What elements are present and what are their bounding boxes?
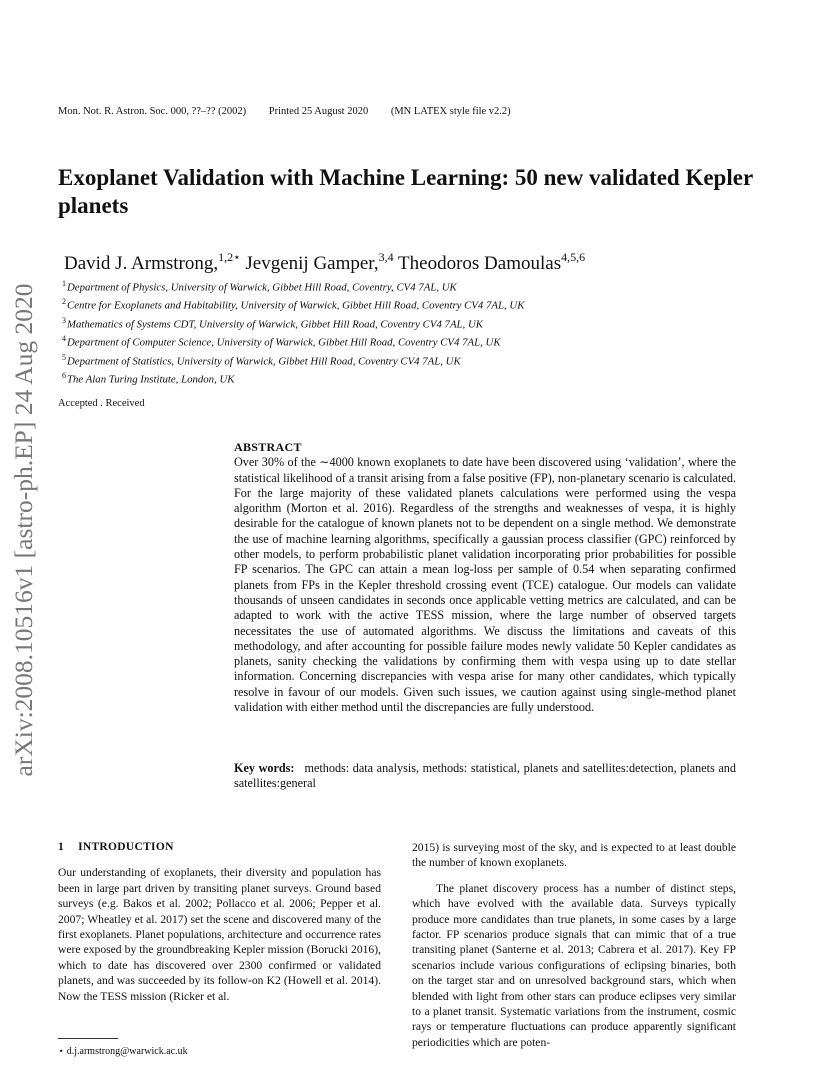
affiliation: $^1$Department of Physics, University of Warwick, Gibbet Hill Road, Coventry, CV4 7AL, UK [62, 279, 457, 294]
intro-paragraph: Our understanding of exoplanets, their diversity and population has been in large part driven by transiting planet surveys. Ground based surveys (e.g. Bakos et al. 2002; Pollacco et al. 2006; Pepper et al. 2007; Wheatley et al. 2017) set the scene and discovered many of the first exoplanets. Planet populations, architecture and occurrence rates were exposed by the groundbreaking Kepler mission (Borucki 2016), which to date has discovered over 2300 confirmed or validated planets, and was succeeded by its follow-on K2 (Howell et al. 2014). Now the TESS mission (Ricker et al. [58, 866, 381, 1003]
author-name: Theodoros Damoulas [393, 253, 562, 274]
author-affil-marks: 3,4 [378, 250, 394, 264]
right-column [412, 840, 736, 1050]
printed-date: Printed 25 August 2020 [268, 106, 369, 117]
style-file: (MN LATEX style file v2.2) [390, 106, 511, 117]
author-affil-marks: 4,5,6 [561, 250, 586, 264]
keywords [234, 761, 736, 792]
author-name: Jevgenij Gamper, [240, 253, 379, 274]
affiliation-list [62, 277, 524, 387]
left-column [58, 840, 381, 1004]
affiliation: $^2$Centre for Exoplanets and Habitability, University of Warwick, Gibbet Hill Road, Coventry CV4 7AL, UK [62, 297, 525, 312]
running-header [58, 106, 531, 117]
abstract-text: Over 30% of the ∼4000 known exoplanets to date have been discovered using ‘validation’, where the statistical likelihood of a transit arising from a false positive (FP), non-planetary scenario is calculated. For the large majority of these validated planets calculations were performed using the vespa algorithm (Morton et al. 2016). Regardless of the strengths and weaknesses of vespa, it is highly desirable for the catalogue of known planets not to be dependent on a single method. We demonstrate the use of machine learning algorithms, specifically a gaussian process classifier (GPC) reinforced by other models, to perform probabilistic planet validation incorporating prior probabilities for possible FP scenarios. The GPC can attain a mean log-loss per sample of 0.54 when separating confirmed planets from FPs in the Kepler threshold crossing event (TCE) catalogue. Our models can validate thousands of unseen candidates in seconds once applicable vetting metrics are calculated, and can be adapted to work with the active TESS mission, where the large number of observed targets necessitates the use of automated algorithms. We discuss the limitations and caveats of this methodology, and after accounting for possible failure modes newly validate 50 Kepler candidates as planets, sanity checking the validations by confirming them with vespa using up to date stellar information. Concerning discrepancies with vespa arise for many other candidates, which typically resolve in favour of our models. Given such issues, we caution against using single-method planet validation with either method until the discrepancies are fully understood. [234, 455, 736, 715]
abstract [234, 440, 736, 715]
paper-title: Exoplanet Validation with Machine Learning: 50 new validated Kepler planets [58, 165, 753, 218]
affiliation: $^4$Department of Computer Science, University of Warwick, Gibbet Hill Road, Coventry CV4 7AL, UK [62, 334, 501, 349]
arxiv-sidebar-id: arXiv:2008.10516v1 [astro-ph.EP] 24 Aug 2020 [9, 283, 38, 777]
footnote-rule [58, 1038, 118, 1039]
intro-paragraph: The planet discovery process has a number of distinct steps, which have evolved with the available data. Surveys typically produce more candidates than true planets, in some cases by a large factor. FP scenarios produce signals that can mimic that of a true transiting planet (Santerne et al. 2013; Cabrera et al. 2017). Key FP scenarios include various configurations of eclipsing binaries, both on the target star and on unresolved background stars, which when blended with light from other stars can produce eclipses very similar to a planet transit. Systematic variations from the instrument, cosmic rays or temperature fluctuations can produce apparently significant periodicities which are poten- [412, 881, 736, 1049]
section-heading [58, 840, 381, 855]
footnote-email: ⋆ d.j.armstrong@warwick.ac.uk [58, 1046, 188, 1057]
intro-paragraph: 2015) is surveying most of the sky, and is expected to at least double the number of known exoplanets. [412, 841, 736, 870]
affiliation: $^3$Mathematics of Systems CDT, University of Warwick, Gibbet Hill Road, Coventry CV4 7AL, UK [62, 315, 483, 331]
keywords-text: methods: data analysis, methods: statistical, planets and satellites:detection, planets and satellites:general [234, 761, 736, 791]
affiliation: $^6$The Alan Turing Institute, London, UK [62, 370, 235, 386]
section-number: 1 [58, 841, 65, 853]
author-name: David J. Armstrong, [64, 253, 219, 274]
abstract-heading: ABSTRACT [234, 440, 302, 454]
author-affil-marks: 1,2⋆ [218, 250, 241, 264]
journal-citation: Mon. Not. R. Astron. Soc. 000, ??–?? (2002) [58, 106, 247, 117]
author-list [64, 250, 585, 275]
keywords-label: Key words: [234, 761, 295, 775]
affiliation: $^5$Department of Statistics, University of Warwick, Gibbet Hill Road, Coventry CV4 7AL, UK [62, 352, 461, 368]
accepted-received: Accepted . Received [58, 398, 145, 409]
section-title: INTRODUCTION [78, 841, 174, 853]
